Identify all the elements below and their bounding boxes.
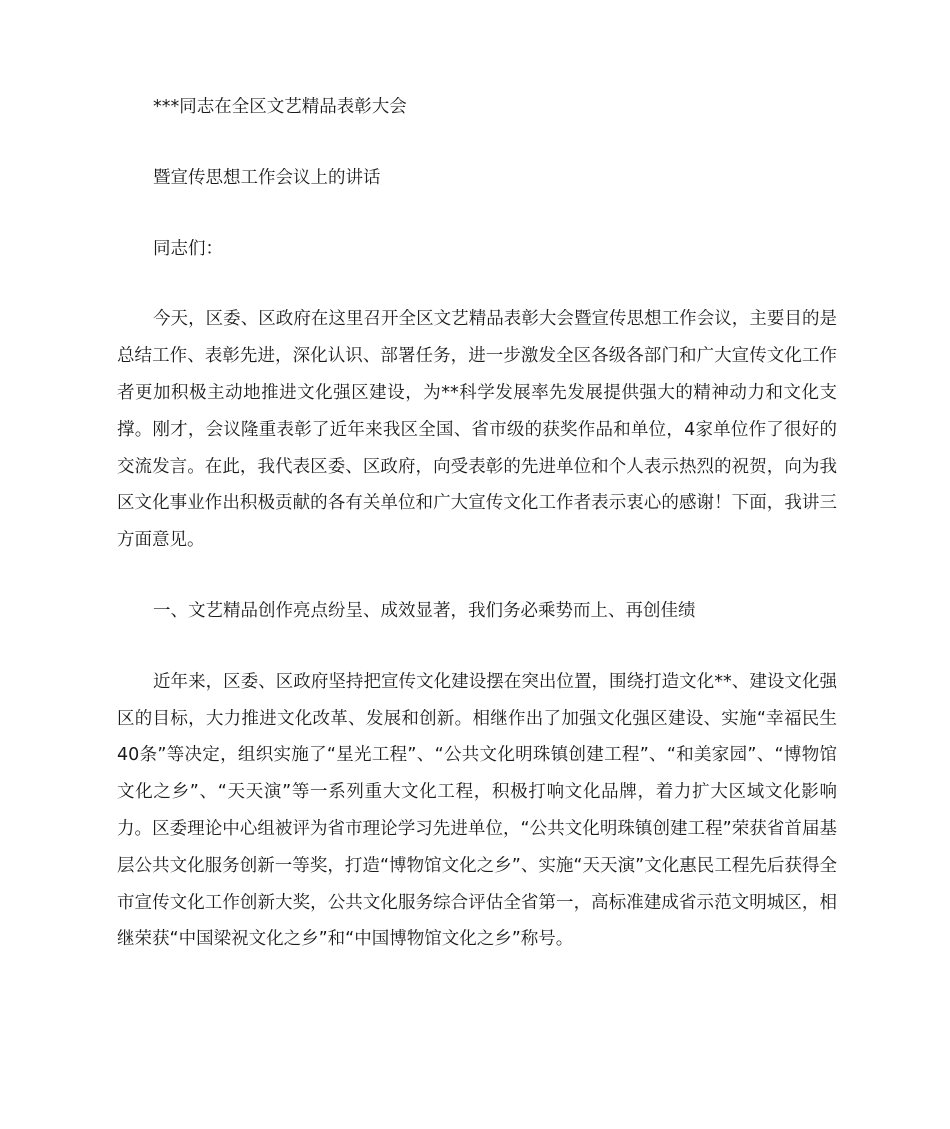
paragraph-intro: 今天，区委、区政府在这里召开全区文艺精品表彰大会暨宣传思想工作会议，主要目的是总结工作、表彰先进，深化认识、部署任务，进一步激发全区各级各部门和广大宣传文化工作者更加积极主动地推进文化强区建设，为**科学发展率先发展提供强大的精神动力和文化支撑。刚才，会议隆重表彰了近年来我区全国、省市级的获奖作品和单位，4家单位作了很好的交流发言。在此，我代表区委、区政府，向受表彰的先进单位和个人表示热烈的祝贺，向为我区文化事业作出积极贡献的各有关单位和广大宣传文化工作者表示衷心的感谢！下面，我讲三方面意见。 — [117, 309, 837, 551]
salutation: 同志们： — [153, 238, 223, 259]
section-heading-1: 一、文艺精品创作亮点纷呈、成效显著，我们务必乘势而上、再创佳绩 — [153, 600, 696, 621]
speech-title-line-2: 暨宣传思想工作会议上的讲话 — [153, 167, 381, 188]
document-body — [117, 89, 837, 958]
paragraph-section-1: 近年来，区委、区政府坚持把宣传文化建设摆在突出位置，围绕打造文化**、建设文化强区的目标，大力推进文化改革、发展和创新。相继作出了加强文化强区建设、实施“幸福民生40条”等决定，组织实施了“星光工程”、“公共文化明珠镇创建工程”、“和美家园”、“博物馆文化之乡”、“天天演”等一系列重大文化工程，积极打响文化品牌，着力扩大区域文化影响力。区委理论中心组被评为省市理论学习先进单位，“公共文化明珠镇创建工程”荣获省首届基层公共文化服务创新一等奖，打造“博物馆文化之乡”、实施“天天演”文化惠民工程先后获得全市宣传文化工作创新大奖，公共文化服务综合评估全省第一，高标准建成省示范文明城区，相继荣获“中国梁祝文化之乡”和“中国博物馆文化之乡”称号。 — [117, 671, 837, 950]
speech-title-line-1: ***同志在全区文艺精品表彰大会 — [153, 97, 407, 117]
